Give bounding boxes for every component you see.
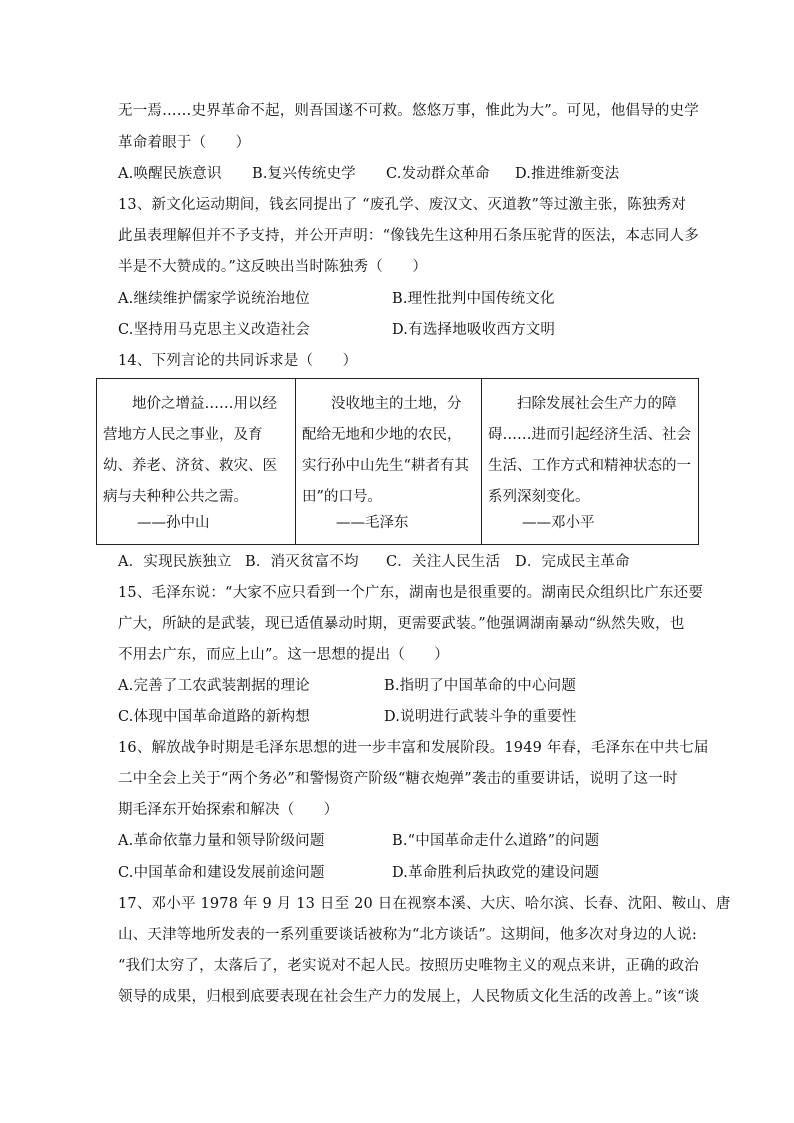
q13-option-d: D.有选择地吸收西方文明 (392, 322, 556, 338)
q16-stem-line-2: 二中全会上关于“两个务必”和警惕资产阶级“糖衣炮弹”袭击的重要讲话，说明了这一时 (118, 771, 678, 787)
q13-stem-line-2: 此虽表理解但并不予支持，并公开声明：“像钱先生这种用石条压驼背的医法，本志同人多 (118, 228, 699, 244)
quote-cell-deng (482, 379, 699, 545)
q14-option-c: C．关注人民生活 (386, 554, 501, 570)
quote-text-mao: 没收地主的土地，分配给无地和少地的农民，实行孙中山先生“耕者有其田”的口号。 (302, 396, 469, 505)
intro-line-1: 无一焉……史界革命不起，则吾国遂不可救。悠悠万事，惟此为大”。可见，他倡导的史学 (118, 103, 699, 119)
q14-option-d: D．完成民主革命 (515, 554, 630, 570)
q15-option-b: B.指明了中国革命的中心问题 (384, 678, 577, 694)
q15-option-a: A.完善了工农武装割据的理论 (118, 678, 310, 694)
q13-stem-line-3: 半是不大赞成的。”这反映出当时陈独秀（ ） (118, 259, 428, 275)
q13-stem-line-1: 13、新文化运动期间，钱玄同提出了 “废孔学、废汉文、灭道教”等过激主张，陈独秀对 (118, 197, 687, 213)
q15-option-c: C.体现中国革命道路的新构想 (118, 709, 310, 725)
q12-option-d: D.推进维新变法 (515, 166, 620, 182)
q15-stem-line-2: 广大，所缺的是武装，现已适值暴动时期，更需要武装。”他强调湖南暴动“纵然失败，也 (118, 616, 685, 632)
quote-cell-mao (296, 379, 482, 545)
quote-cell-sun (97, 379, 296, 545)
q17-stem-line-4: 领导的成果，归根到底要表现在社会生产力的发展上，人民物质文化生活的改善上。”该“谈 (118, 989, 700, 1005)
q13-option-a: A.继续维护儒家学说统治地位 (118, 291, 310, 307)
q16-option-a: A.革命依靠力量和领导阶级问题 (118, 833, 325, 849)
q17-stem-line-1: 17、邓小平 1978 年 9 月 13 日至 20 日在视察本溪、大庆、哈尔滨、长春、沈阳、鞍山、唐 (118, 896, 731, 912)
quote-source-mao: ——毛泽东 (336, 515, 409, 531)
q14-stem: 14、下列言论的共同诉求是（ ） (118, 353, 358, 369)
q15-stem-line-3: 不用去广东，而应上山”。这一思想的提出（ ） (118, 647, 450, 663)
q12-option-c: C.发动群众革命 (386, 166, 490, 182)
q13-option-c: C.坚持用马克思主义改造社会 (118, 322, 310, 338)
quote-source-deng: ——邓小平 (522, 515, 595, 531)
q14-option-a: A．实现民族独立 (118, 554, 232, 570)
q17-stem-line-2: 山、天津等地所发表的一系列重要谈话被称为“北方谈话”。这期间，他多次对身边的人说: (118, 927, 697, 943)
q14-option-b: B．消灭贫富不均 (245, 554, 359, 570)
quote-text-deng: 扫除发展社会生产力的障碍……进而引起经济生活、社会生活、工作方式和精神状态的一系列深刻变化。 (488, 396, 691, 505)
quote-source-sun: ——孙中山 (137, 515, 210, 531)
q16-option-c: C.中国革命和建设发展前途问题 (118, 865, 325, 881)
quote-text-sun: 地价之增益……用以经营地方人民之事业，及育幼、养老、济贫、救灾、医病与夫种种公共之需。 (103, 396, 277, 505)
q16-option-b: B.“中国革命走什么道路”的问题 (392, 833, 600, 849)
q15-option-d: D.说明进行武装斗争的重要性 (384, 709, 577, 725)
q12-option-b: B.复兴传统史学 (252, 166, 356, 182)
q16-stem-line-1: 16、解放战争时期是毛泽东思想的进一步丰富和发展阶段。1949 年春，毛泽东在中共七届 (118, 740, 709, 756)
q16-option-d: D.革命胜利后执政党的建设问题 (392, 865, 600, 881)
q16-stem-line-3: 期毛泽东开始探索和解决（ ） (118, 802, 339, 818)
q13-option-b: B.理性批判中国传统文化 (392, 291, 555, 307)
intro-line-2: 革命着眼于（ ） (118, 135, 251, 151)
q12-option-a: A.唤醒民族意识 (118, 166, 222, 182)
q17-stem-line-3: “我们太穷了，太落后了，老实说对不起人民。按照历史唯物主义的观点来讲，正确的政治 (118, 958, 699, 974)
quote-table (96, 378, 699, 545)
q15-stem-line-1: 15、毛泽东说：“大家不应只看到一个广东，湖南也是很重要的。湖南民众组织比广东还要 (118, 585, 704, 601)
